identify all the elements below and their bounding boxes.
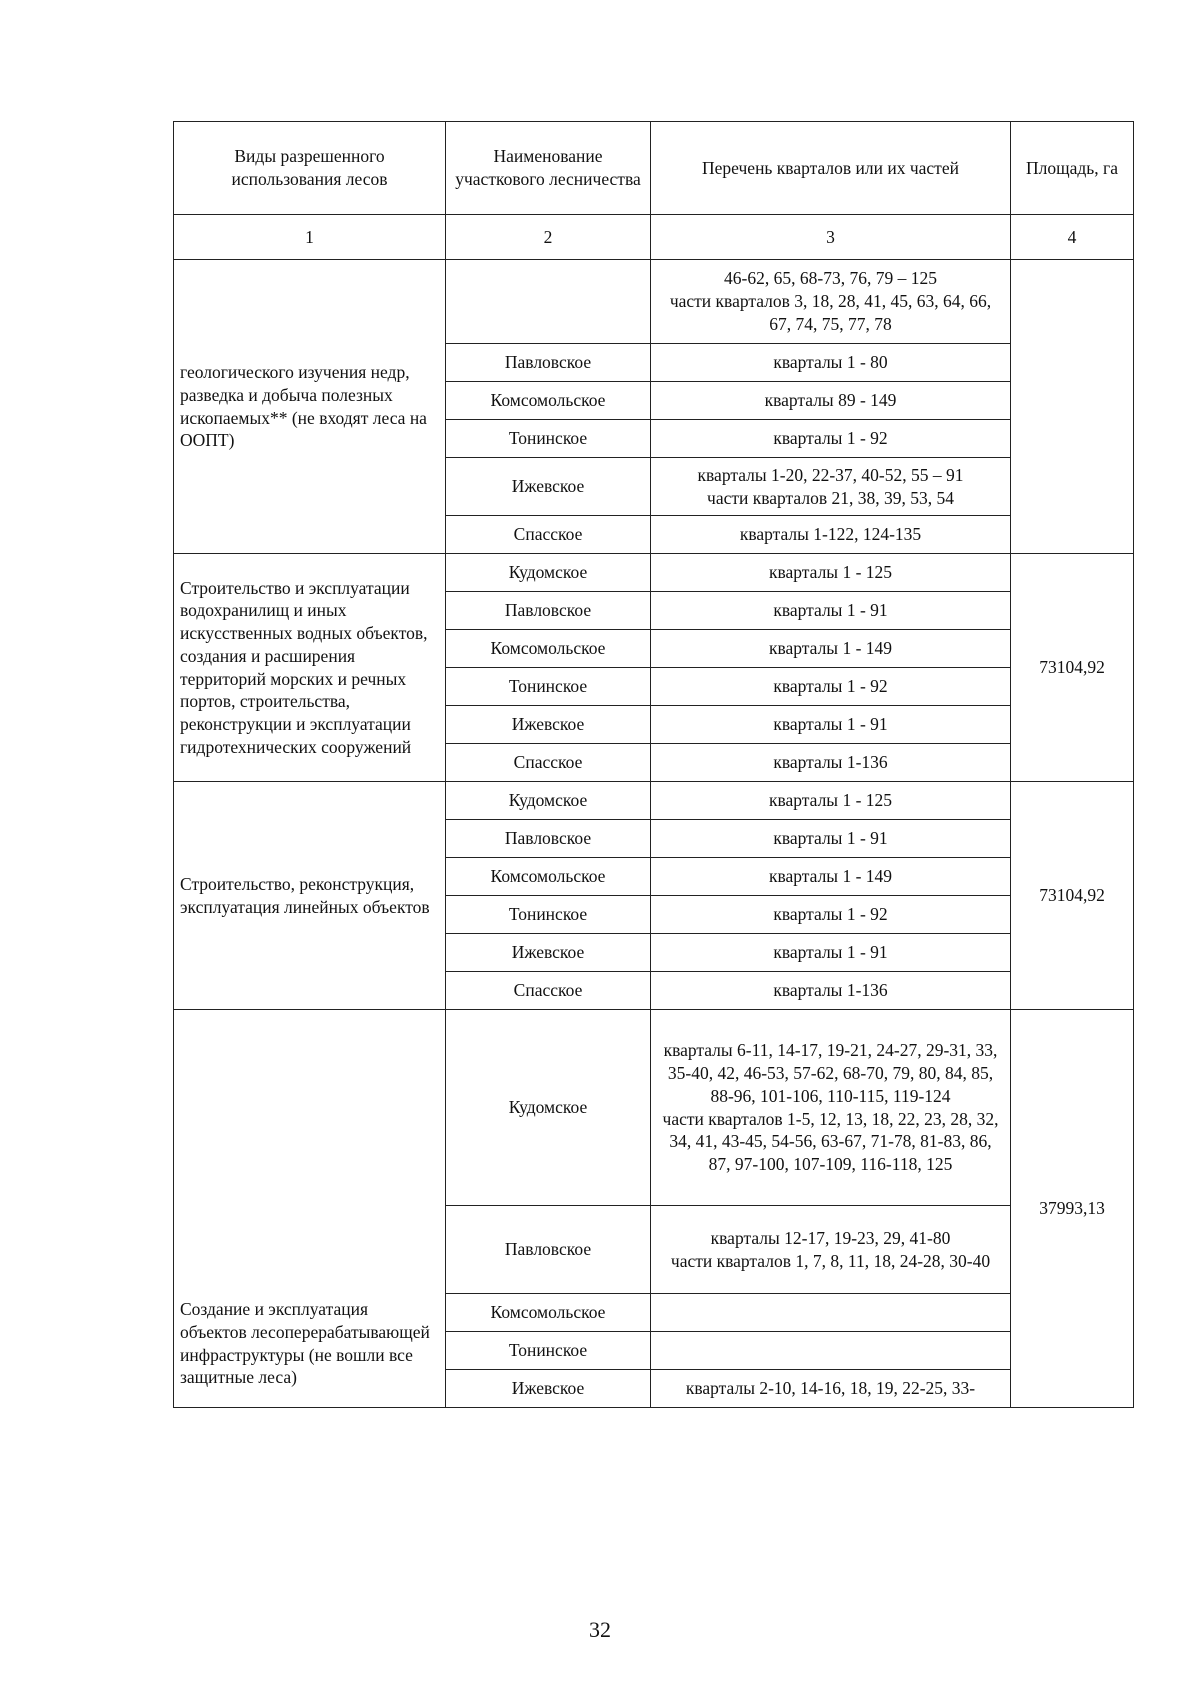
forestry-cell: Тонинское xyxy=(446,1332,651,1370)
forestry-cell: Спасское xyxy=(446,744,651,782)
table-row xyxy=(174,1010,1134,1206)
quarters-line: части кварталов 21, 38, 39, 53, 54 xyxy=(707,487,954,508)
use-type-cell: Строительство, реконструкция, эксплуатация линейных объектов xyxy=(174,782,446,1010)
forestry-cell: Павловское xyxy=(446,592,651,630)
use-type-cell: Строительство и эксплуатации водохранилищ и иных искусственных водных объектов, создания и расширения территорий морских и речных портов, строительства, реконструкции и эксплуатации гидротехнических сооружений xyxy=(174,554,446,782)
forestry-cell: Тонинское xyxy=(446,896,651,934)
quarters-cell xyxy=(651,1294,1011,1332)
quarters-line: части кварталов 1, 7, 8, 11, 18, 24-28, 30-40 xyxy=(670,1250,991,1271)
forestry-cell: Кудомское xyxy=(446,554,651,592)
forestry-cell: Комсомольское xyxy=(446,630,651,668)
forestry-cell: Ижевское xyxy=(446,1370,651,1408)
area-cell xyxy=(1011,260,1134,554)
forestry-cell: Ижевское xyxy=(446,458,651,516)
use-type-cell: Создание и эксплуатация объектов лесоперерабатывающей инфраструктуры (не вошли все защитные леса) xyxy=(174,1010,446,1408)
quarters-cell xyxy=(651,1332,1011,1370)
quarters-line: кварталы 12-17, 19-23, 29, 41-80 xyxy=(710,1227,951,1248)
quarters-cell: кварталы 1 - 91 xyxy=(651,934,1011,972)
table-row xyxy=(174,782,1134,820)
forestry-cell: Павловское xyxy=(446,344,651,382)
quarters-cell xyxy=(651,1010,1011,1206)
area-cell: 73104,92 xyxy=(1011,554,1134,782)
quarters-cell: кварталы 1 - 149 xyxy=(651,858,1011,896)
quarters-cell: кварталы 1 - 92 xyxy=(651,420,1011,458)
forestry-cell: Павловское xyxy=(446,820,651,858)
table-row xyxy=(174,260,1134,344)
quarters-cell: кварталы 1 - 92 xyxy=(651,668,1011,706)
use-type-cell: геологического изучения недр, разведка и добыча полезных ископаемых** (не входят леса на ООПТ) xyxy=(174,260,446,554)
quarters-cell: кварталы 1 - 91 xyxy=(651,820,1011,858)
area-cell: 37993,13 xyxy=(1011,1010,1134,1408)
forestry-cell: Павловское xyxy=(446,1206,651,1294)
column-number: 3 xyxy=(651,215,1011,260)
forestry-cell: Тонинское xyxy=(446,668,651,706)
page-number: 32 xyxy=(589,1617,611,1642)
quarters-cell: кварталы 1-122, 124-135 xyxy=(651,516,1011,554)
forestry-cell: Кудомское xyxy=(446,782,651,820)
column-number-row xyxy=(174,215,1134,260)
forestry-cell: Кудомское xyxy=(446,1010,651,1206)
quarters-cell: кварталы 1 - 91 xyxy=(651,706,1011,744)
quarters-cell: кварталы 1 - 125 xyxy=(651,554,1011,592)
forestry-cell: Комсомольское xyxy=(446,382,651,420)
forestry-cell: Спасское xyxy=(446,516,651,554)
forestry-cell: Ижевское xyxy=(446,706,651,744)
quarters-cell: кварталы 89 - 149 xyxy=(651,382,1011,420)
column-number: 1 xyxy=(174,215,446,260)
quarters-cell: кварталы 1 - 91 xyxy=(651,592,1011,630)
forest-use-table xyxy=(173,121,1134,1408)
quarters-cell xyxy=(651,458,1011,516)
table-row xyxy=(174,554,1134,592)
quarters-cell: кварталы 2-10, 14-16, 18, 19, 22-25, 33- xyxy=(651,1370,1011,1408)
header-forestry-name: Наименование участкового лесничества xyxy=(446,122,651,215)
quarters-line: кварталы 1-20, 22-37, 40-52, 55 – 91 xyxy=(697,464,964,485)
quarters-cell: кварталы 1 - 92 xyxy=(651,896,1011,934)
forestry-cell: Комсомольское xyxy=(446,1294,651,1332)
quarters-cell: кварталы 1 - 125 xyxy=(651,782,1011,820)
quarters-cell xyxy=(651,1206,1011,1294)
quarters-cell: кварталы 1-136 xyxy=(651,972,1011,1010)
forestry-cell: Тонинское xyxy=(446,420,651,458)
quarters-cell: кварталы 1-136 xyxy=(651,744,1011,782)
header-quarters-list: Перечень кварталов или их частей xyxy=(651,122,1011,215)
header-row xyxy=(174,122,1134,215)
quarters-line: 46-62, 65, 68-73, 76, 79 – 125 xyxy=(724,268,937,289)
forestry-cell: Ижевское xyxy=(446,934,651,972)
quarters-cell: кварталы 1 - 80 xyxy=(651,344,1011,382)
area-cell: 73104,92 xyxy=(1011,782,1134,1010)
forestry-cell: Спасское xyxy=(446,972,651,1010)
quarters-cell: кварталы 1 - 149 xyxy=(651,630,1011,668)
header-use-type: Виды разрешенного использования лесов xyxy=(174,122,446,215)
quarters-line: части кварталов 3, 18, 28, 41, 45, 63, 64, 66, 67, 74, 75, 77, 78 xyxy=(669,291,992,334)
quarters-cell xyxy=(651,260,1011,344)
forestry-cell xyxy=(446,260,651,344)
column-number: 2 xyxy=(446,215,651,260)
quarters-line: части кварталов 1-5, 12, 13, 18, 22, 23, 28, 32, 34, 41, 43-45, 54-56, 63-67, 71-78, 81-83, 86, 87, 97-100, 107-109, 116-118, 125 xyxy=(662,1108,999,1174)
forestry-cell: Комсомольское xyxy=(446,858,651,896)
header-area: Площадь, га xyxy=(1011,122,1134,215)
column-number: 4 xyxy=(1011,215,1134,260)
quarters-line: кварталы 6-11, 14-17, 19-21, 24-27, 29-31, 33, 35-40, 42, 46-53, 57-62, 68-70, 79, 80, 84, 85, 88-96, 101-106, 110-115, 119-124 xyxy=(663,1040,998,1106)
